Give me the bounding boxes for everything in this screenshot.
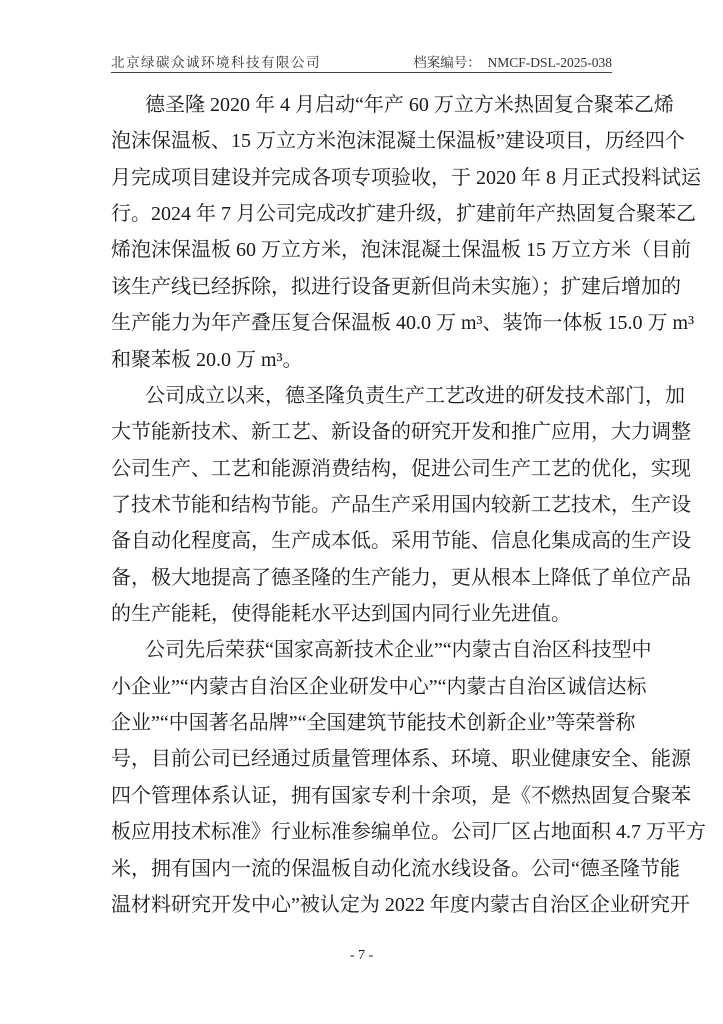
paragraph bbox=[111, 632, 706, 923]
text-line: 公司先后荣获“国家高新技术企业”“内蒙古自治区科技型中 bbox=[145, 639, 652, 662]
document-body bbox=[111, 87, 706, 923]
text-line: 号，目前公司已经通过质量管理体系、环境、职业健康安全、能源 bbox=[111, 748, 691, 771]
text-line: 生产能力为年产叠压复合保温板 40.0 万 m³、装饰一体板 15.0 万 m³ bbox=[111, 312, 695, 335]
company-name: 北京绿碳众诚环境科技有限公司 bbox=[111, 55, 321, 70]
page-number: - 7 - bbox=[349, 948, 374, 963]
text-line: 板应用技术标准》行业标准参编单位。公司厂区占地面积 4.7 万平方 bbox=[111, 821, 706, 844]
paragraph bbox=[111, 87, 701, 378]
text-line: 月完成项目建设并完成各项专项验收，于 2020 年 8 月正式投料试运 bbox=[111, 166, 701, 189]
text-line: 小企业”“内蒙古自治区企业研发中心”“内蒙古自治区诚信达标 bbox=[111, 675, 647, 698]
page-header bbox=[111, 50, 612, 72]
text-line: 了技术节能和结构节能。产品生产采用国内较新工艺技术，生产设 bbox=[111, 493, 691, 516]
header-divider bbox=[111, 72, 612, 73]
text-line: 该生产线已经拆除，拟进行设备更新但尚未实施）；扩建后增加的 bbox=[111, 275, 681, 298]
text-line: 的生产能耗，使得能耗水平达到国内同行业先进值。 bbox=[111, 603, 571, 626]
text-line: 烯泡沫保温板 60 万立方米，泡沫混凝土保温板 15 万立方米（目前 bbox=[111, 239, 691, 262]
archive-label: 档案编号： bbox=[413, 55, 481, 70]
text-line: 温材料研究开发中心”被认定为 2022 年度内蒙古自治区企业研究开 bbox=[111, 893, 690, 916]
text-line: 泡沫保温板、15 万立方米泡沫混凝土保温板”建设项目，历经四个 bbox=[111, 130, 685, 153]
text-line: 四个管理体系认证，拥有国家专利十余项，是《不燃热固复合聚苯 bbox=[111, 784, 691, 807]
text-line: 公司成立以来，德圣隆负责生产工艺改进的研发技术部门，加 bbox=[145, 384, 685, 407]
paragraph bbox=[111, 378, 691, 633]
text-line: 和聚苯板 20.0 万 m³。 bbox=[111, 348, 303, 371]
archive-number bbox=[413, 51, 612, 71]
text-line: 米，拥有国内一流的保温板自动化流水线设备。公司“德圣隆节能 bbox=[111, 857, 680, 880]
text-line: 德圣隆 2020 年 4 月启动“年产 60 万立方米热固复合聚苯乙烯 bbox=[145, 94, 674, 116]
text-line: 备自动化程度高，生产成本低。采用节能、信息化集成高的生产设 bbox=[111, 530, 691, 553]
text-line: 行。2024 年 7 月公司完成改扩建升级，扩建前年产热固复合聚苯乙 bbox=[111, 203, 696, 226]
text-line: 企业”“中国著名品牌”“全国建筑节能技术创新企业”等荣誉称 bbox=[111, 712, 636, 735]
text-line: 大节能新技术、新工艺、新设备的研究开发和推广应用，大力调整 bbox=[111, 421, 691, 444]
archive-number-value: NMCF-DSL-2025-038 bbox=[487, 55, 612, 70]
text-line: 公司生产、工艺和能源消费结构，促进公司生产工艺的优化，实现 bbox=[111, 457, 691, 480]
text-line: 备，极大地提高了德圣隆的生产能力，更从根本上降低了单位产品 bbox=[111, 566, 691, 589]
